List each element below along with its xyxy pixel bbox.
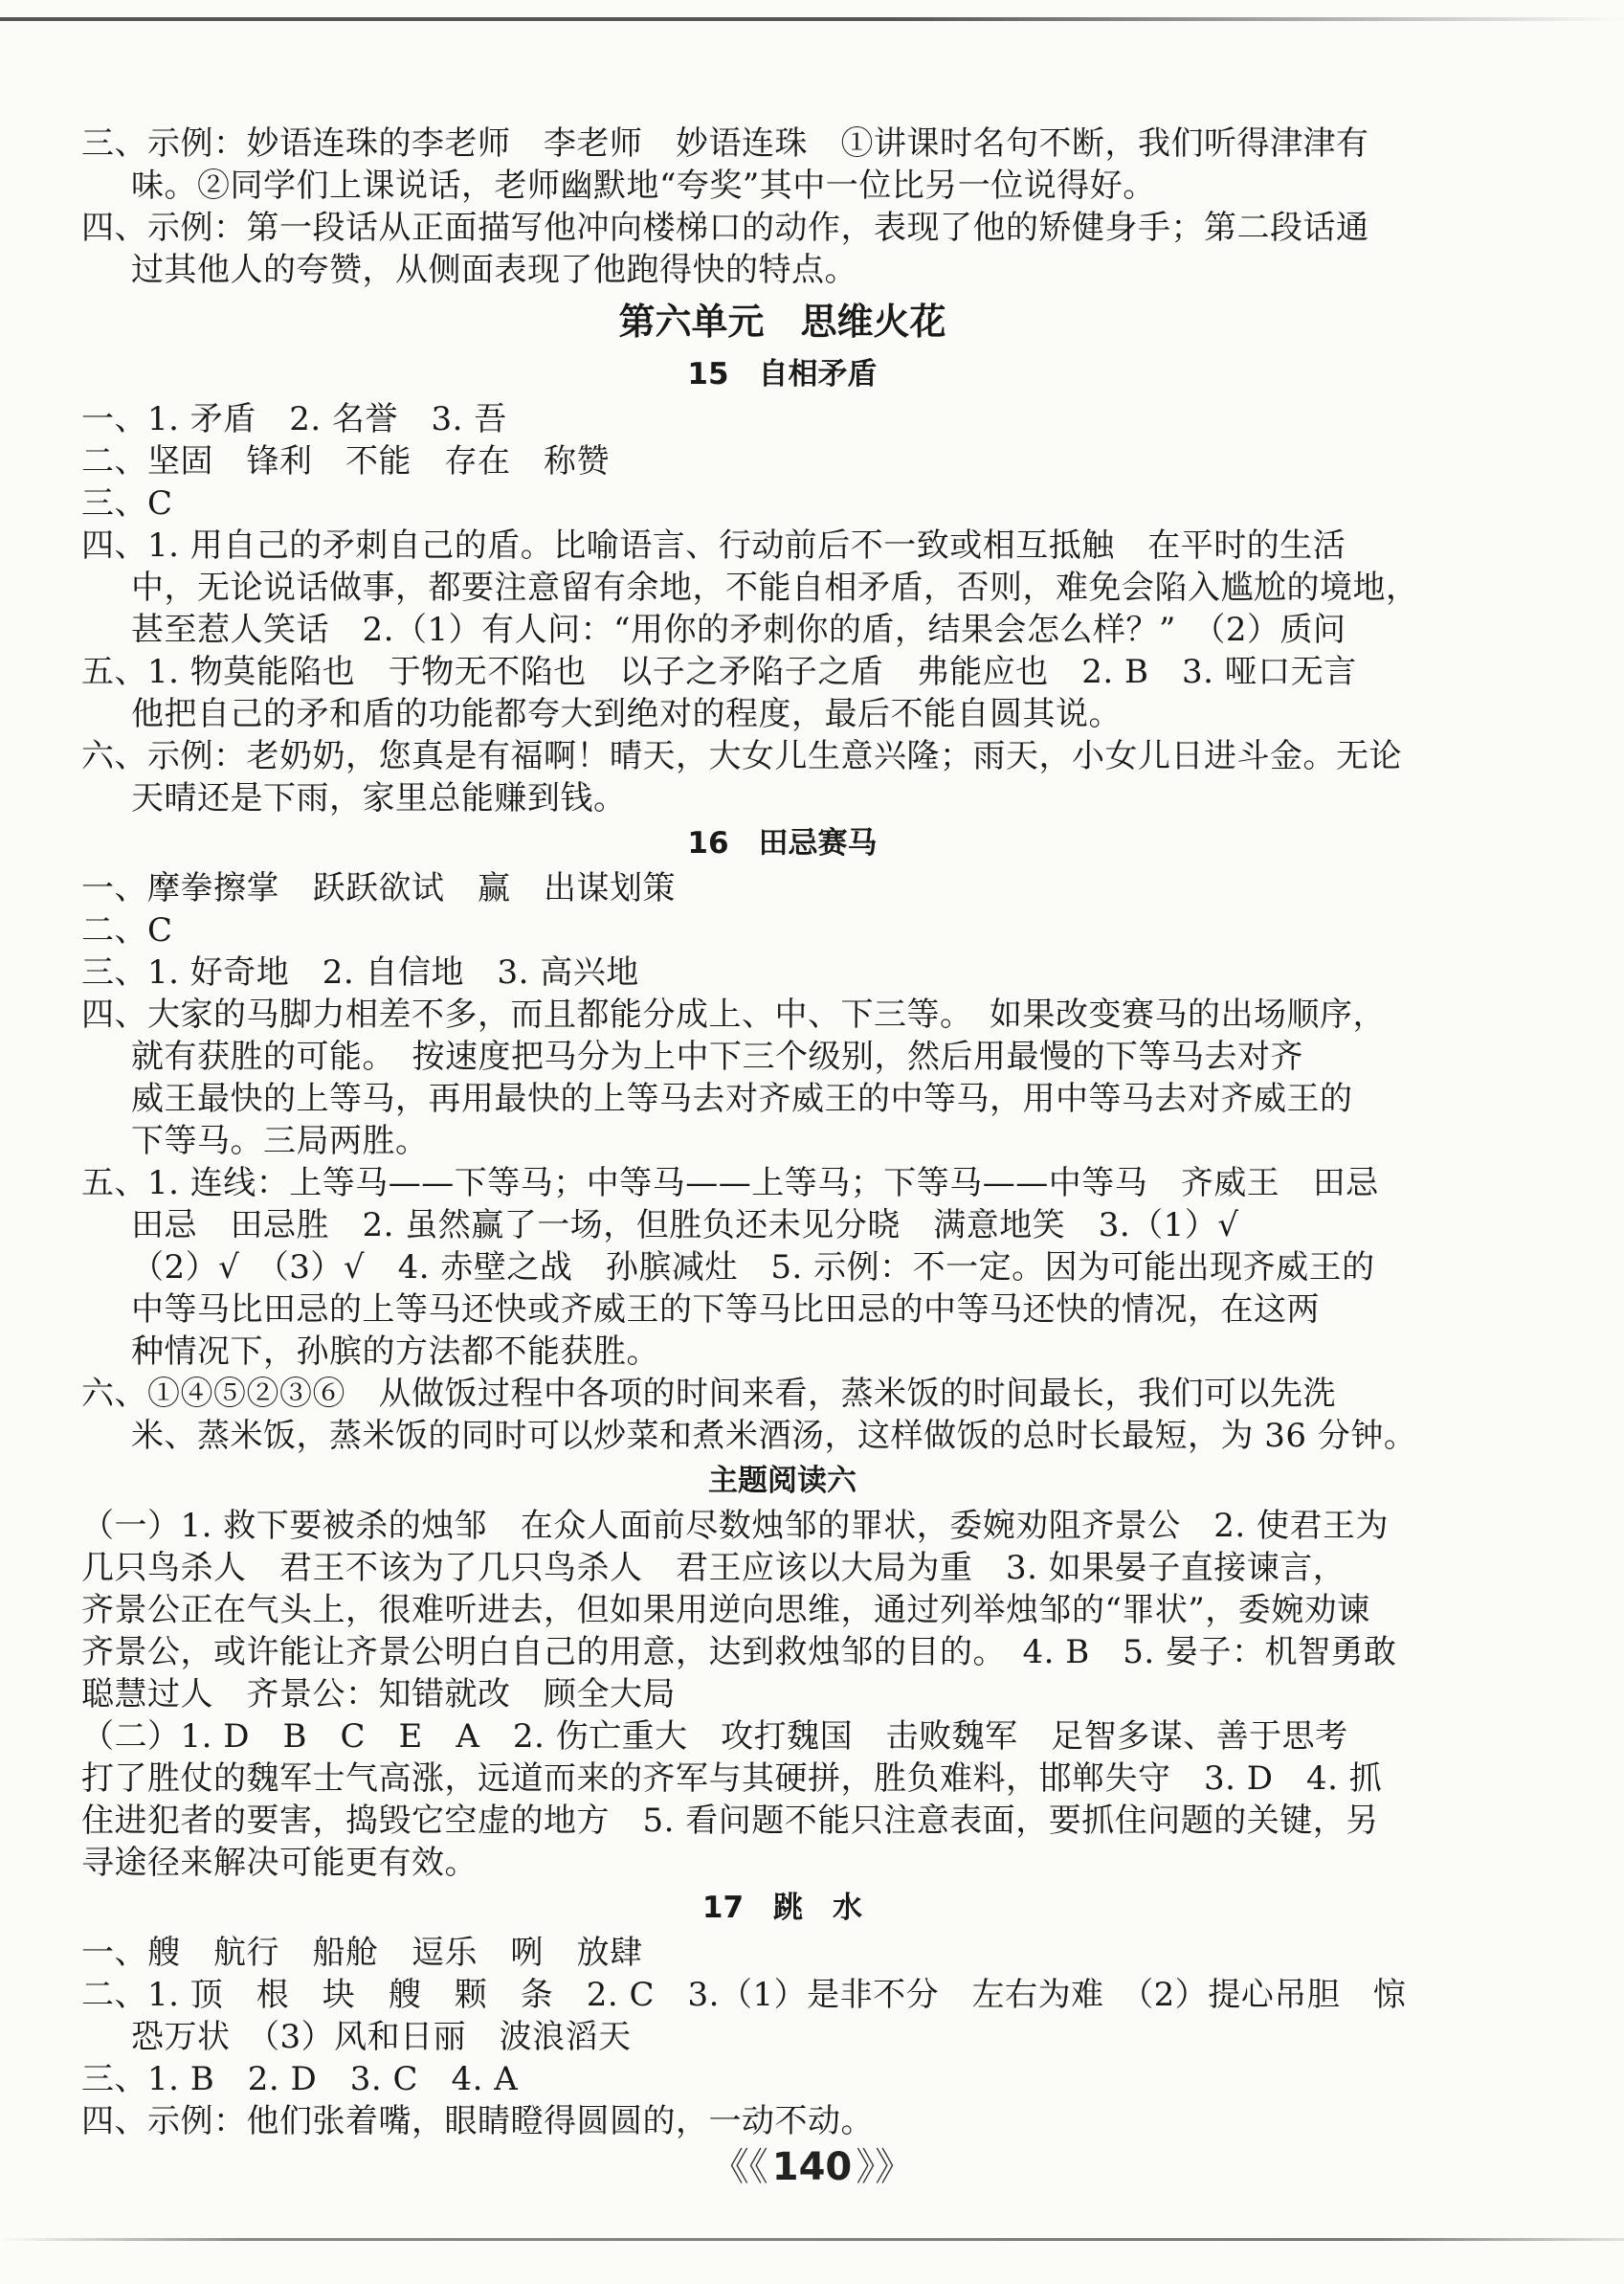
answer-line: 几只鸟杀人 君王不该为了几只鸟杀人 君王应该以大局为重 3. 如果晏子直接谏言，: [81, 1549, 1346, 1587]
answer-line: 六、①④⑤②③⑥ 从做饭过程中各项的时间来看，蒸米饭的时间最长，我们可以先洗: [81, 1375, 1336, 1413]
answer-line: 二、1. 顶 根 块 艘 颗 条 2. C 3.（1）是非不分 左右为难 （2）提心吊胆 惊: [81, 1976, 1407, 2014]
answer-line: 他把自己的矛和盾的功能都夸大到绝对的程度，最后不能自圆其说。: [131, 695, 1122, 733]
answer-line: 三、C: [81, 484, 173, 523]
page-number-footer: [0, 2137, 1624, 2191]
answer-page: [81, 123, 1483, 2142]
answer-line: 三、1. 好奇地 2. 自信地 3. 高兴地: [81, 953, 639, 992]
answer-line: 寻途径来解决可能更有效。: [81, 1844, 478, 1882]
answer-line: 恐万状 （3）风和日丽 波浪滔天: [131, 2018, 632, 2056]
answer-line: 齐景公，或许能让齐景公明白自己的用意，达到救烛邹的目的。 4. B 5. 晏子：机智勇敢: [81, 1633, 1397, 1671]
answer-line: 一、艘 航行 船舱 逗乐 咧 放肆: [81, 1934, 643, 1972]
answer-line: 中等马比田忌的上等马还快或齐威王的下等马比田忌的中等马还快的情况，在这两: [131, 1290, 1320, 1329]
answer-line: 四、1. 用自己的矛刺自己的盾。比喻语言、行动前后不一致或相互抵触 在平时的生活: [81, 526, 1346, 565]
answer-line: 四、示例：第一段话从正面描写他冲向楼梯口的动作，表现了他的矫健身手；第二段话通: [81, 209, 1369, 247]
page-number-deco-right: 》》: [856, 2145, 914, 2189]
page-number-deco-left: 《《: [710, 2145, 768, 2189]
answer-line: （2）√ （3）√ 4. 赤壁之战 孙膑减灶 5. 示例：不一定。因为可能出现齐威王的: [131, 1248, 1375, 1287]
answer-line: 一、1. 矛盾 2. 名誉 3. 吾: [81, 400, 507, 438]
lesson-title: 15 自相矛盾: [687, 357, 878, 392]
unit-title: 第六单元 思维火花: [618, 301, 946, 343]
answer-line: 二、坚固 锋利 不能 存在 称赞: [81, 442, 610, 481]
theme-reading-title: 主题阅读六: [708, 1464, 856, 1498]
page-number: 140: [771, 2145, 853, 2189]
answer-line: （二）1. D B C E A 2. 伤亡重大 攻打魏国 击败魏军 足智多谋、善于思考: [81, 1717, 1348, 1756]
answer-line: 威王最快的上等马，再用最快的上等马去对齐威王的中等马，用中等马去对齐威王的: [131, 1080, 1353, 1118]
answer-line: 一、摩拳擦掌 跃跃欲试 赢 出谋划策: [81, 869, 676, 907]
answer-line: 种情况下，孙膑的方法都不能获胜。: [131, 1332, 659, 1371]
answer-line: 四、大家的马脚力相差不多，而且都能分成上、中、下三等。 如果改变赛马的出场顺序，: [81, 996, 1386, 1034]
answer-line: 味。②同学们上课说话，老师幽默地“夸奖”其中一位比另一位说得好。: [131, 167, 1156, 205]
answer-line: 二、C: [81, 911, 173, 950]
answer-line: 五、1. 连线：上等马——下等马；中等马——上等马；下等马——中等马 齐威王 田忌: [81, 1164, 1379, 1202]
answer-line: 就有获胜的可能。 按速度把马分为上中下三个级别，然后用最慢的下等马去对齐: [131, 1038, 1303, 1076]
answer-line: 四、示例：他们张着嘴，眼睛瞪得圆圆的，一动不动。: [81, 2102, 874, 2140]
bottom-rule: [0, 2238, 1624, 2241]
answer-line: 齐景公正在气头上，很难听进去，但如果用逆向思维，通过列举烛邹的“罪状”，委婉劝谏: [81, 1591, 1370, 1629]
answer-line: 下等马。三局两胜。: [131, 1122, 429, 1160]
answer-line: 田忌 田忌胜 2. 虽然赢了一场，但胜负还未见分晓 满意地笑 3.（1）√: [131, 1206, 1239, 1244]
answer-line: 住进犯者的要害，捣毁它空虚的地方 5. 看问题不能只注意表面，要抓住问题的关键，另: [81, 1802, 1379, 1840]
answer-line: 打了胜仗的魏军士气高涨，远道而来的齐军与其硬拼，胜负难料，邯郸失守 3. D 4. 抓: [81, 1759, 1383, 1798]
answer-line: （一）1. 救下要被杀的烛邹 在众人面前尽数烛邹的罪状，委婉劝阻齐景公 2. 使君王为: [81, 1507, 1389, 1545]
answer-line: 甚至惹人笑话 2.（1）有人问：“用你的矛刺你的盾，结果会怎么样？” （2）质问: [131, 611, 1346, 649]
answer-line: 三、1. B 2. D 3. C 4. A: [81, 2060, 519, 2098]
answer-line: 五、1. 物莫能陷也 于物无不陷也 以子之矛陷子之盾 弗能应也 2. B 3. 哑口无言: [81, 653, 1357, 691]
top-rule: [0, 17, 1624, 21]
lesson-title: 17 跳 水: [701, 1891, 863, 1925]
answer-line: 聪慧过人 齐景公：知错就改 顾全大局: [81, 1675, 676, 1713]
answer-line: 六、示例：老奶奶，您真是有福啊！晴天，大女儿生意兴隆；雨天，小女儿日进斗金。无论: [81, 737, 1402, 775]
answer-line: 过其他人的夸赞，从侧面表现了他跑得快的特点。: [131, 251, 857, 289]
answer-line: 米、蒸米饭，蒸米饭的同时可以炒菜和煮米酒汤，这样做饭的总时长最短，为 36 分钟。: [131, 1417, 1417, 1455]
answer-line: 天晴还是下雨，家里总能赚到钱。: [131, 779, 627, 817]
lesson-title: 16 田忌赛马: [687, 826, 878, 861]
answer-line: 中，无论说话做事，都要注意留有余地，不能自相矛盾，否则，难免会陷入尴尬的境地，: [131, 569, 1419, 607]
answer-line: 三、示例：妙语连珠的李老师 李老师 妙语连珠 ①讲课时名句不断，我们听得津津有: [81, 124, 1369, 163]
